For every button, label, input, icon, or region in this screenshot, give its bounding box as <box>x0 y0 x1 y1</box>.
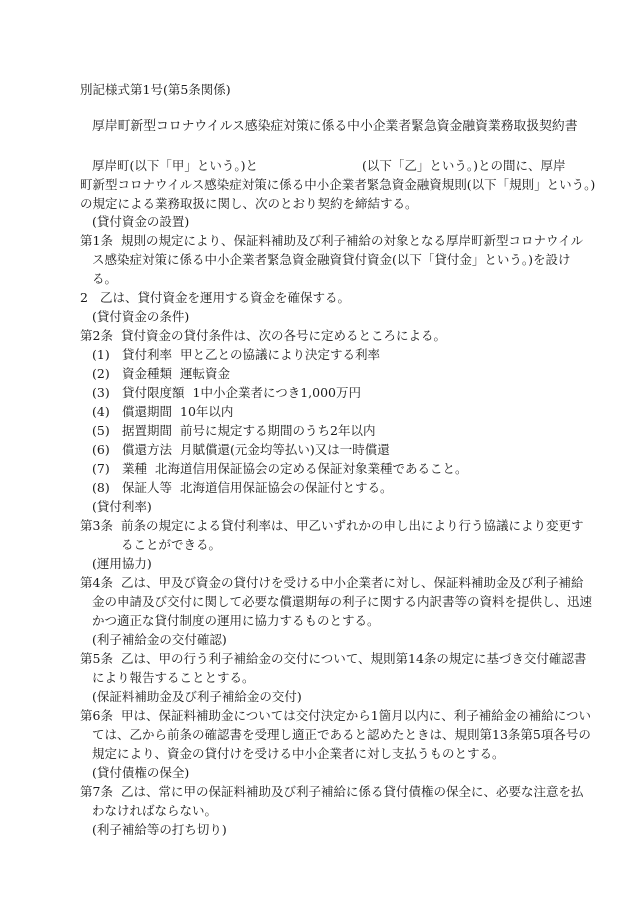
article-2-line-1: 第2条 貸付資金の貸付条件は、次の各号に定めるところによる。 <box>80 328 447 343</box>
intro-text-a: 厚岸町(以下「甲」という。)と <box>92 158 259 173</box>
article-6-heading: (保証料補助金及び利子補給金の交付) <box>92 689 302 704</box>
article-6-label: 第6条 <box>80 708 113 723</box>
article-1-paragraph-2: 2 乙は、貸付資金を運用する資金を確保する。 <box>80 290 351 305</box>
article-5-line-1: 第5条 乙は、甲の行う利子補給金の交付について、規則第14条の規定に基づき交付確認書 <box>80 651 587 666</box>
list-item: (2) 資金種類 運転資金 <box>92 366 231 381</box>
article-4-line-3: かつ適正な貸付制度の運用に協力するものとする。 <box>92 613 380 628</box>
article-7-heading: (貸付債権の保全) <box>92 765 190 780</box>
article-3-heading: (貸付利率) <box>92 499 152 514</box>
intro-line-2: 町新型コロナウイルス感染症対策に係る中小企業者緊急資金融資規則(以下「規則」という。) <box>80 177 596 192</box>
article-6-line-2: ては、乙から前条の確認書を受理し適正であると認めたときは、規則第13条第5項各号の <box>92 727 591 742</box>
list-item: (7) 業種 北海道信用保証協会の定める保証対象業種であること。 <box>92 461 468 476</box>
article-2-heading: (貸付資金の条件) <box>92 309 190 324</box>
list-item: (8) 保証人等 北海道信用保証協会の保証付とする。 <box>92 480 393 495</box>
intro-line-3: の規定による業務取扱に関し、次のとおり契約を締結する。 <box>80 196 418 211</box>
article-1-label: 第1条 <box>80 233 113 248</box>
intro-line-1 <box>92 157 566 175</box>
article-4-heading: (運用協力) <box>92 556 152 571</box>
article-3-label: 第3条 <box>80 518 113 533</box>
form-number: 別記様式第1号(第5条関係) <box>80 82 231 97</box>
list-item: (3) 貸付限度額 1中小企業者につき1,000万円 <box>92 385 362 400</box>
article-8-heading: (利子補給等の打ち切り) <box>92 822 227 837</box>
article-3-line-2: ることができる。 <box>121 537 222 552</box>
list-item: (6) 償還方法 月賦償還(元金均等払い)又は一時償還 <box>92 442 390 457</box>
article-7-label: 第7条 <box>80 784 113 799</box>
article-5-line-2: により報告することとする。 <box>92 670 255 685</box>
article-4-line-2: 金の申請及び交付に関して必要な償還期毎の利子に関する内訳書等の資料を提供し、迅速 <box>92 594 593 609</box>
article-4-line-1: 第4条 乙は、甲及び資金の貸付けを受ける中小企業者に対し、保証料補助金及び利子補給 <box>80 575 584 590</box>
article-6-line-1: 第6条 甲は、保証料補助金については交付決定から1箇月以内に、利子補給金の補給につい <box>80 708 591 723</box>
document-title: 厚岸町新型コロナウイルス感染症対策に係る中小企業者緊急資金融資業務取扱契約書 <box>92 119 578 134</box>
article-3-line-1: 第3条 前条の規定による貸付利率は、甲乙いずれかの申し出により行う協議により変更す <box>80 518 584 533</box>
intro-text-b: (以下「乙」という。)との間に、厚岸 <box>362 158 566 173</box>
list-item: (1) 貸付利率 甲と乙との協議により決定する利率 <box>92 347 381 362</box>
article-1-line-2: ス感染症対策に係る中小企業者緊急資金融資貸付資金(以下「貸付金」という。)を設け <box>92 252 571 267</box>
list-item: (4) 償還期間 10年以内 <box>92 404 234 419</box>
article-7-line-2: わなければならない。 <box>92 803 218 818</box>
article-1-line-1: 第1条 規則の規定により、保証料補助及び利子補給の対象となる厚岸町新型コロナウイル <box>80 233 584 248</box>
article-1-line-3: る。 <box>92 271 118 286</box>
article-7-line-1: 第7条 乙は、常に甲の保証料補助及び利子補給に係る貸付債権の保全に、必要な注意を払 <box>80 784 584 799</box>
article-4-label: 第4条 <box>80 575 113 590</box>
article-1-heading: (貸付資金の設置) <box>92 214 190 229</box>
article-5-heading: (利子補給金の交付確認) <box>92 632 227 647</box>
article-6-line-3: 規定により、資金の貸付けを受ける中小企業者に対し支払うものとする。 <box>92 746 505 761</box>
list-item: (5) 据置期間 前号に規定する期間のうち2年以内 <box>92 423 376 438</box>
paragraph-number: 2 <box>80 290 88 305</box>
article-5-label: 第5条 <box>80 651 113 666</box>
article-2-label: 第2条 <box>80 328 113 343</box>
